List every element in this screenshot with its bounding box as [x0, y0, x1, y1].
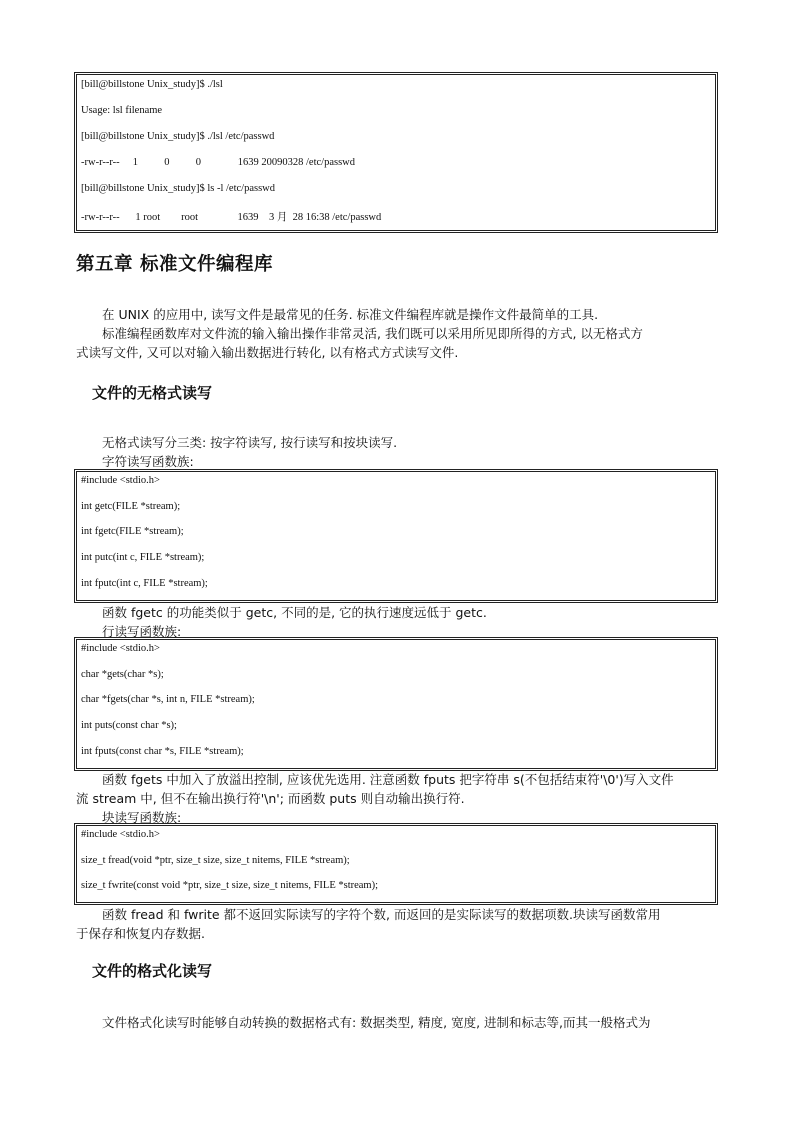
terminal-output-box [76, 74, 716, 231]
terminal-line: -rw-r--r-- 1 root root 1639 3 月 28 16:38 /etc/passwd [81, 212, 382, 223]
section1-intro [76, 433, 716, 471]
section2-intro-text: 文件格式化读写时能够自动转换的数据格式有: 数据类型, 精度, 宽度, 进制和标志等,而其一般格式为 [102, 1015, 651, 1030]
code-line: size_t fwrite(const void *ptr, size_t size, size_t nitems, FILE *stream); [81, 880, 379, 891]
intro-paragraph [76, 305, 716, 362]
block-note-line: 于保存和恢复内存数据. [76, 926, 205, 941]
block-functions-label: 块读写函数族: [102, 810, 182, 825]
code-line: int fputs(const char *s, FILE *stream); [81, 746, 244, 757]
line-functions-label: 行读写函数族: [102, 624, 182, 639]
section-title-formatted: 文件的格式化读写 [92, 962, 213, 980]
code-line: int getc(FILE *stream); [81, 501, 181, 512]
code-line: char *fgets(char *s, int n, FILE *stream); [81, 694, 255, 705]
intro-line: 在 UNIX 的应用中, 读写文件是最常见的任务. 标准文件编程库就是操作文件最简单的工具. [102, 307, 599, 322]
block-note-line: 函数 fread 和 fwrite 都不返回实际读写的字符个数, 而返回的是实际读写的数据项数.块读写函数常用 [102, 907, 661, 922]
terminal-line: -rw-r--r-- 1 0 0 1639 20090328 /etc/passwd [81, 157, 355, 168]
block-code-box [76, 825, 716, 903]
intro-line: 式读写文件, 又可以对输入输出数据进行转化, 以有格式方式读写文件. [76, 345, 459, 360]
char-code-box [76, 471, 716, 601]
terminal-line: Usage: lsl filename [81, 105, 163, 116]
chapter-title: 第五章 标准文件编程库 [76, 254, 273, 275]
code-line: size_t fread(void *ptr, size_t size, size_t nitems, FILE *stream); [81, 855, 350, 866]
code-line: #include <stdio.h> [81, 475, 160, 486]
code-line: #include <stdio.h> [81, 643, 160, 654]
code-line: char *gets(char *s); [81, 669, 164, 680]
section2-intro [76, 1013, 716, 1032]
char-note-paragraph [76, 603, 716, 641]
line-code-box [76, 639, 716, 769]
line-note-line: 函数 fgets 中加入了放溢出控制, 应该优先选用. 注意函数 fputs 把字符串 s(不包括结束符'\0')写入文件 [102, 772, 674, 787]
terminal-line: [bill@billstone Unix_study]$ ls -l /etc/passwd [81, 183, 275, 194]
code-line: int putc(int c, FILE *stream); [81, 552, 205, 563]
line-note-line: 流 stream 中, 但不在输出换行符'\n'; 而函数 puts 则自动输出换行符. [76, 791, 465, 806]
terminal-line: [bill@billstone Unix_study]$ ./lsl /etc/passwd [81, 131, 275, 142]
intro-line: 标准编程函数库对文件流的输入输出操作非常灵活, 我们既可以采用所见即所得的方式, 以无格式方 [102, 326, 643, 341]
code-line: int fgetc(FILE *stream); [81, 526, 184, 537]
section1-intro-text: 无格式读写分三类: 按字符读写, 按行读写和按块读写. [102, 435, 398, 450]
terminal-line: [bill@billstone Unix_study]$ ./lsl [81, 79, 223, 90]
code-line: #include <stdio.h> [81, 829, 160, 840]
line-note-paragraph [76, 770, 716, 827]
block-note-paragraph [76, 905, 716, 943]
code-line: int puts(const char *s); [81, 720, 177, 731]
char-note: 函数 fgetc 的功能类似于 getc, 不同的是, 它的执行速度远低于 getc. [102, 605, 487, 620]
code-line: int fputc(int c, FILE *stream); [81, 578, 208, 589]
char-functions-label: 字符读写函数族: [102, 454, 194, 469]
section-title-unformatted: 文件的无格式读写 [92, 384, 213, 402]
